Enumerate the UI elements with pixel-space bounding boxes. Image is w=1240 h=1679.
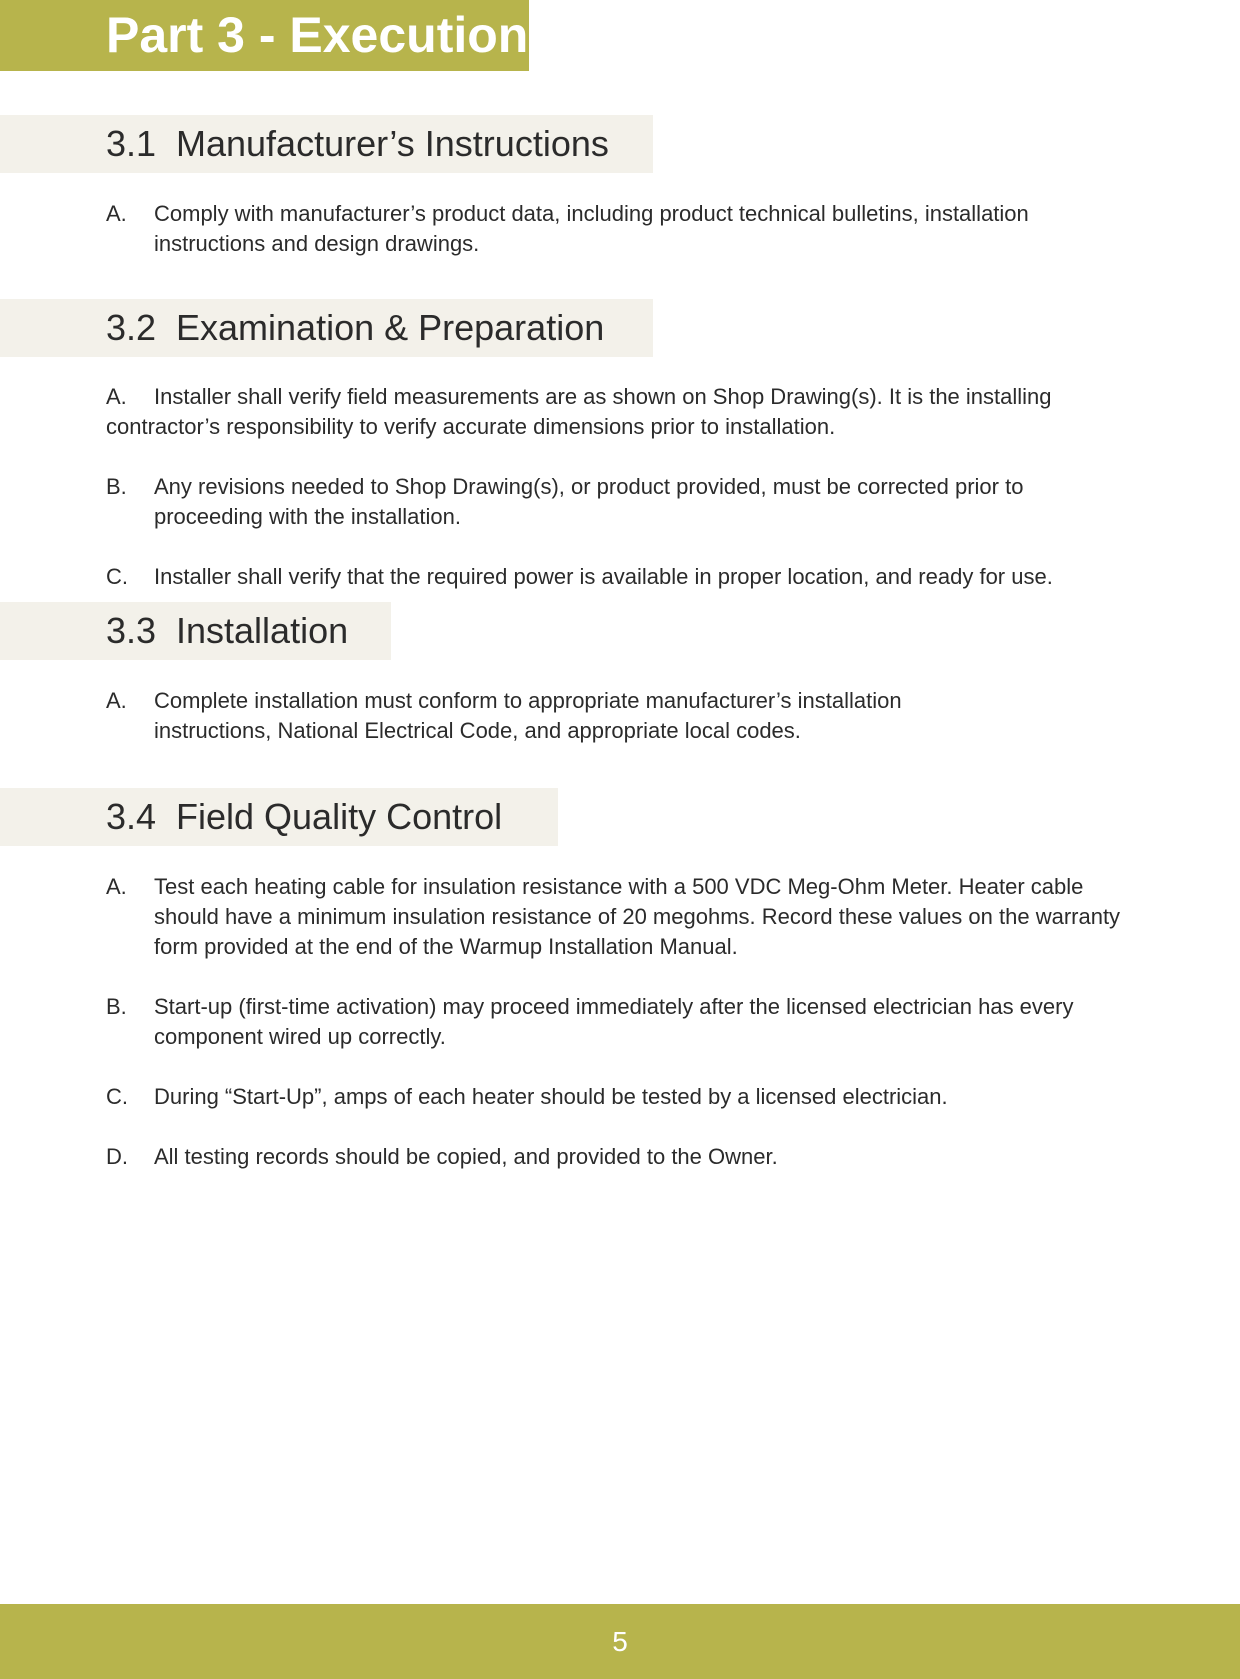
section-title: Manufacturer’s Instructions	[176, 123, 609, 164]
list-item	[106, 199, 1136, 259]
section-number: 3.2	[106, 307, 157, 348]
item-text: Installer shall verify that the required power is available in proper location, and ready for use.	[154, 564, 1053, 589]
section-heading-3-3	[0, 602, 391, 660]
page-number: 5	[612, 1626, 628, 1657]
section-number: 3.4	[106, 796, 157, 837]
item-text: During “Start-Up”, amps of each heater should be tested by a licensed electrician.	[154, 1084, 948, 1109]
item-letter: B.	[106, 994, 127, 1019]
section-number: 3.3	[106, 610, 157, 651]
section-heading-3-4	[0, 788, 558, 846]
item-letter: A.	[106, 201, 127, 226]
item-text: All testing records should be copied, and provided to the Owner.	[154, 1144, 778, 1169]
section-heading-3-1	[0, 115, 653, 173]
list-item	[106, 382, 1136, 442]
part-title: Part 3 - Execution	[0, 0, 529, 71]
section-title: Installation	[176, 610, 349, 651]
section-title: Examination & Preparation	[176, 307, 605, 348]
item-letter: A.	[106, 384, 127, 409]
item-letter: B.	[106, 474, 127, 499]
page-footer	[0, 1604, 1240, 1679]
list-item	[106, 472, 1136, 532]
item-text: Any revisions needed to Shop Drawing(s), or product provided, must be corrected prior to proceeding with the installation.	[154, 474, 1024, 529]
section-title: Field Quality Control	[176, 796, 503, 837]
item-letter: A.	[106, 688, 127, 713]
item-letter: C.	[106, 564, 128, 589]
list-item	[106, 992, 1136, 1052]
item-text: Complete installation must conform to appropriate manufacturer’s installation instructions, National Electrical Code, and appropriate local codes.	[154, 688, 902, 743]
list-item	[106, 686, 1006, 746]
item-text: Installer shall verify field measurements are as shown on Shop Drawing(s). It is the installing contractor’s responsibility to verify accurate dimensions prior to installation.	[106, 384, 1052, 439]
item-text: Test each heating cable for insulation resistance with a 500 VDC Meg-Ohm Meter. Heater cable should have a minimum insulation resistance of 20 megohms. Record these values on the warranty form provided at the end of the Warmup Installation Manual.	[154, 874, 1121, 959]
item-letter: D.	[106, 1144, 128, 1169]
section-heading-3-2	[0, 299, 653, 357]
item-letter: C.	[106, 1084, 128, 1109]
list-item	[106, 1142, 1136, 1172]
item-letter: A.	[106, 874, 127, 899]
list-item	[106, 872, 1136, 962]
list-item	[106, 1082, 1136, 1112]
item-text: Comply with manufacturer’s product data, including product technical bulletins, installation instructions and design drawings.	[154, 201, 1029, 256]
item-text: Start-up (first-time activation) may proceed immediately after the licensed electrician has every component wired up correctly.	[154, 994, 1074, 1049]
section-number: 3.1	[106, 123, 157, 164]
list-item	[106, 562, 1136, 592]
